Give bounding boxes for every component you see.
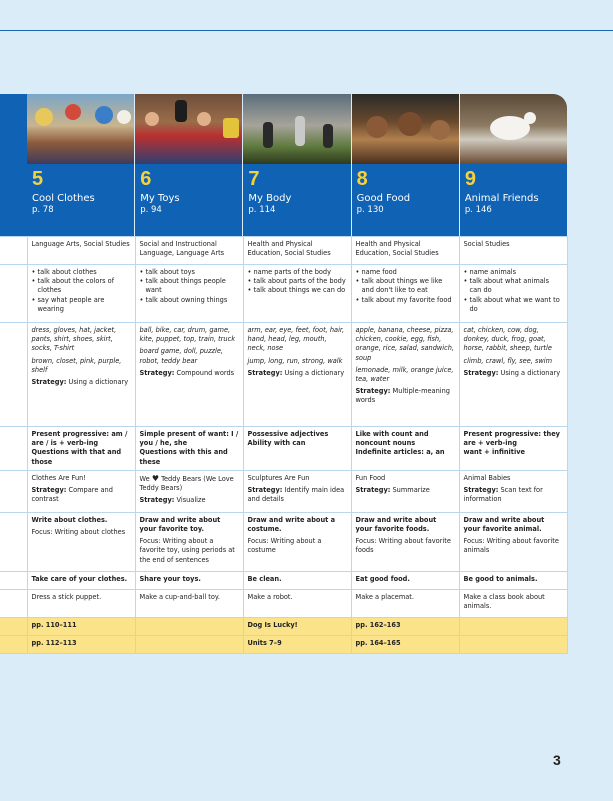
value-cell: Eat good food. xyxy=(351,571,459,589)
unit-5-photo xyxy=(27,94,134,164)
objective-item: • talk about things people want xyxy=(140,277,239,295)
objective-item: • name animals xyxy=(464,268,563,277)
writing-focus: Focus: Writing about a costume xyxy=(247,537,322,555)
vocab-words-extra: jump, long, run, strong, walk xyxy=(247,356,343,365)
page-number: 3 xyxy=(553,752,561,768)
review-cell: Units 7–9 xyxy=(243,635,351,653)
unit-page: p. 130 xyxy=(356,205,384,215)
objectives-cell xyxy=(27,265,135,323)
strategy-label: Strategy: xyxy=(139,368,175,377)
row-lead xyxy=(0,571,27,589)
reading-cell xyxy=(459,470,567,512)
unit-7-photo xyxy=(243,94,350,164)
writing-cell xyxy=(351,512,459,571)
top-band xyxy=(0,0,613,30)
scope-sequence-table xyxy=(0,236,568,654)
unit-title: Animal Friends xyxy=(464,193,539,204)
review-cell xyxy=(135,635,243,653)
strategy-text: Using a dictionary xyxy=(68,378,129,387)
row-lead xyxy=(0,512,27,571)
project-cell: Make a placemat. xyxy=(351,589,459,617)
unit-9-photo xyxy=(460,94,567,164)
vocab-words: dress, gloves, hat, jacket, pants, shirt, shoes, skirt, socks, T-shirt xyxy=(31,326,117,353)
grammar-line: Present progressive: they are + verb-ing xyxy=(463,430,560,448)
unit-number: 8 xyxy=(356,168,368,190)
heart-icon: ♥ xyxy=(151,473,159,483)
reading-title: Clothes Are Fun! xyxy=(31,473,86,482)
vocab-words: arm, ear, eye, feet, foot, hair, hand, head, leg, mouth, neck, nose xyxy=(247,326,345,353)
value-cell: Share your toys. xyxy=(135,571,243,589)
strategy-label: Strategy: xyxy=(355,387,391,396)
objective-item: • talk about what animals can do xyxy=(464,277,563,295)
unit-page: p. 94 xyxy=(140,205,162,215)
strategy-text: Summarize xyxy=(392,486,430,495)
strategy-label: Strategy: xyxy=(247,368,283,377)
vocab-words: ball, bike, car, drum, game, kite, puppet, top, train, truck xyxy=(139,326,236,344)
vocabulary-cell xyxy=(351,323,459,427)
unit-5-header xyxy=(27,164,134,236)
reading-title: Sculptures Are Fun xyxy=(247,473,310,482)
unit-8-header xyxy=(352,164,459,236)
writing-focus: Focus: Writing about clothes xyxy=(31,528,126,537)
review-row xyxy=(0,617,567,635)
row-lead xyxy=(0,589,27,617)
grammar-cell xyxy=(459,427,567,471)
grammar-line: Like with count and noncount nouns xyxy=(355,430,429,448)
review-cell xyxy=(459,635,567,653)
left-tab xyxy=(0,94,27,236)
review-cell: pp. 162–163 xyxy=(351,617,459,635)
grammar-cell xyxy=(243,427,351,471)
subjects-cell: Social and Instructional Language, Language Arts xyxy=(135,237,243,265)
project-cell: Make a class book about animals. xyxy=(459,589,567,617)
row-lead xyxy=(0,237,27,265)
grammar-row xyxy=(0,427,567,471)
reading-cell xyxy=(243,470,351,512)
grammar-line: Present progressive: am / are / is + verb-ing xyxy=(31,430,128,448)
strategy-text: Compare and contrast xyxy=(31,486,113,504)
grammar-line: Questions with this and these xyxy=(139,448,228,466)
grammar-line: want + infinitive xyxy=(463,448,525,457)
unit-page: p. 146 xyxy=(464,205,492,215)
subjects-cell: Health and Physical Education, Social Studies xyxy=(351,237,459,265)
objective-item: • talk about things we like and don't like to eat xyxy=(356,277,455,295)
vocab-words: cat, chicken, cow, dog, donkey, duck, frog, goat, horse, rabbit, sheep, turtle xyxy=(463,326,552,353)
grammar-cell xyxy=(27,427,135,471)
unit-6-photo xyxy=(135,94,242,164)
project-row xyxy=(0,589,567,617)
project-cell: Make a robot. xyxy=(243,589,351,617)
unit-title: My Body xyxy=(248,193,292,204)
reading-title: Animal Babies xyxy=(463,473,511,482)
writing-task: Write about clothes. xyxy=(31,515,108,524)
unit-number: 6 xyxy=(140,168,152,190)
unit-header-strip xyxy=(27,164,567,236)
objectives-cell xyxy=(459,265,567,323)
subjects-cell: Language Arts, Social Studies xyxy=(27,237,135,265)
grammar-line: Indefinite articles: a, an xyxy=(355,448,445,457)
subjects-cell: Health and Physical Education, Social Studies xyxy=(243,237,351,265)
objective-item: • talk about the colors of clothes xyxy=(32,277,131,295)
objective-item: • talk about parts of the body xyxy=(248,277,347,286)
subjects-cell: Social Studies xyxy=(459,237,567,265)
project-cell: Dress a stick puppet. xyxy=(27,589,135,617)
reading-title-rest: Teddy Bears (We Love Teddy Bears) xyxy=(139,474,234,493)
unit-6-header xyxy=(135,164,242,236)
vocabulary-cell xyxy=(243,323,351,427)
vocab-words-extra: brown, closet, pink, purple, shelf xyxy=(31,356,122,374)
project-cell: Make a cup-and-ball toy. xyxy=(135,589,243,617)
grammar-line: Possessive adjectives xyxy=(247,430,329,438)
row-lead xyxy=(0,323,27,427)
strategy-label: Strategy: xyxy=(247,486,283,495)
grammar-line: Questions with that and those xyxy=(31,448,122,466)
vocabulary-cell xyxy=(27,323,135,427)
strategy-label: Strategy: xyxy=(139,496,175,505)
strategy-text: Identify main idea and details xyxy=(247,486,345,504)
writing-focus: Focus: Writing about a favorite toy, using periods at the end of sentences xyxy=(139,537,235,564)
grammar-cell xyxy=(135,427,243,471)
writing-focus: Focus: Writing about favorite foods xyxy=(355,537,451,555)
review-cell: pp. 110–111 xyxy=(27,617,135,635)
reading-row xyxy=(0,470,567,512)
writing-focus: Focus: Writing about favorite animals xyxy=(463,537,559,555)
objectives-row xyxy=(0,265,567,323)
writing-cell xyxy=(135,512,243,571)
strategy-text: Visualize xyxy=(176,496,206,505)
objective-item: • talk about things we can do xyxy=(248,286,347,295)
unit-page: p. 78 xyxy=(32,205,54,215)
reading-cell xyxy=(27,470,135,512)
strategy-text: Compound words xyxy=(176,368,235,377)
value-cell: Be good to animals. xyxy=(459,571,567,589)
strategy-label: Strategy: xyxy=(355,486,391,495)
grammar-line: Simple present of want: I / you / he, she xyxy=(139,430,239,448)
vocabulary-row xyxy=(0,323,567,427)
vocabulary-cell xyxy=(459,323,567,427)
writing-task: Draw and write about a costume. xyxy=(247,515,336,534)
unit-number: 5 xyxy=(32,168,44,190)
review-cell: Dog Is Lucky! xyxy=(243,617,351,635)
strategy-text: Scan text for information xyxy=(463,486,543,504)
objective-item: • talk about my favorite food xyxy=(356,296,455,305)
values-row xyxy=(0,571,567,589)
vocab-words: apple, banana, cheese, pizza, chicken, cookie, egg, fish, orange, rice, salad, sandwich, soup xyxy=(355,326,455,362)
objective-item: • name food xyxy=(356,268,455,277)
subjects-row xyxy=(0,237,567,265)
unit-number: 7 xyxy=(248,168,260,190)
vocab-words-extra: board game, doll, puzzle, robot, teddy bear xyxy=(139,347,223,365)
vocabulary-cell xyxy=(135,323,243,427)
review-cell: pp. 164–165 xyxy=(351,635,459,653)
review-cell xyxy=(135,617,243,635)
strategy-label: Strategy: xyxy=(463,486,499,495)
writing-cell xyxy=(243,512,351,571)
writing-task: Draw and write about your favorite foods. xyxy=(355,515,437,534)
objective-item: • talk about toys xyxy=(140,268,239,277)
unit-9-header xyxy=(460,164,567,236)
strategy-text: Multiple-meaning words xyxy=(355,387,450,405)
objective-item: • talk about owning things xyxy=(140,296,239,305)
objectives-cell xyxy=(243,265,351,323)
objective-item: • name parts of the body xyxy=(248,268,347,277)
unit-title: Cool Clothes xyxy=(32,193,95,204)
review-cell xyxy=(459,617,567,635)
reading-cell xyxy=(135,470,243,512)
unit-7-header xyxy=(243,164,350,236)
writing-task: Draw and write about your favorite animal. xyxy=(463,515,545,534)
grammar-line: Ability with can xyxy=(247,439,306,448)
writing-row xyxy=(0,512,567,571)
strategy-label: Strategy: xyxy=(31,378,67,387)
objectives-cell xyxy=(351,265,459,323)
writing-cell xyxy=(459,512,567,571)
row-lead xyxy=(0,427,27,471)
strategy-label: Strategy: xyxy=(463,368,499,377)
unit-page: p. 114 xyxy=(248,205,276,215)
objective-item: • talk about what we want to do xyxy=(464,296,563,314)
unit-title: Good Food xyxy=(356,193,411,204)
objective-item: • talk about clothes xyxy=(32,268,131,277)
reading-title: Fun Food xyxy=(355,473,386,482)
row-lead xyxy=(0,470,27,512)
unit-number: 9 xyxy=(464,168,476,190)
unit-8-photo xyxy=(352,94,459,164)
review-cell: pp. 112–113 xyxy=(27,635,135,653)
writing-cell xyxy=(27,512,135,571)
row-lead xyxy=(0,635,27,653)
objective-item: • say what people are wearing xyxy=(32,296,131,314)
row-lead xyxy=(0,617,27,635)
row-lead xyxy=(0,265,27,323)
unit-title: My Toys xyxy=(140,193,180,204)
vocab-words-extra: lemonade, milk, orange juice, tea, water xyxy=(355,365,454,384)
value-cell: Take care of your clothes. xyxy=(27,571,135,589)
strategy-text: Using a dictionary xyxy=(284,368,345,377)
reading-title: We xyxy=(139,474,150,483)
units-review-row xyxy=(0,635,567,653)
reading-cell xyxy=(351,470,459,512)
top-rule xyxy=(0,30,613,31)
objectives-cell xyxy=(135,265,243,323)
strategy-text: Using a dictionary xyxy=(500,368,561,377)
strategy-label: Strategy: xyxy=(31,486,67,495)
photo-strip xyxy=(27,94,567,164)
value-cell: Be clean. xyxy=(243,571,351,589)
grammar-cell xyxy=(351,427,459,471)
writing-task: Draw and write about your favorite toy. xyxy=(139,515,221,534)
vocab-words-extra: climb, crawl, fly, see, swim xyxy=(463,356,553,365)
